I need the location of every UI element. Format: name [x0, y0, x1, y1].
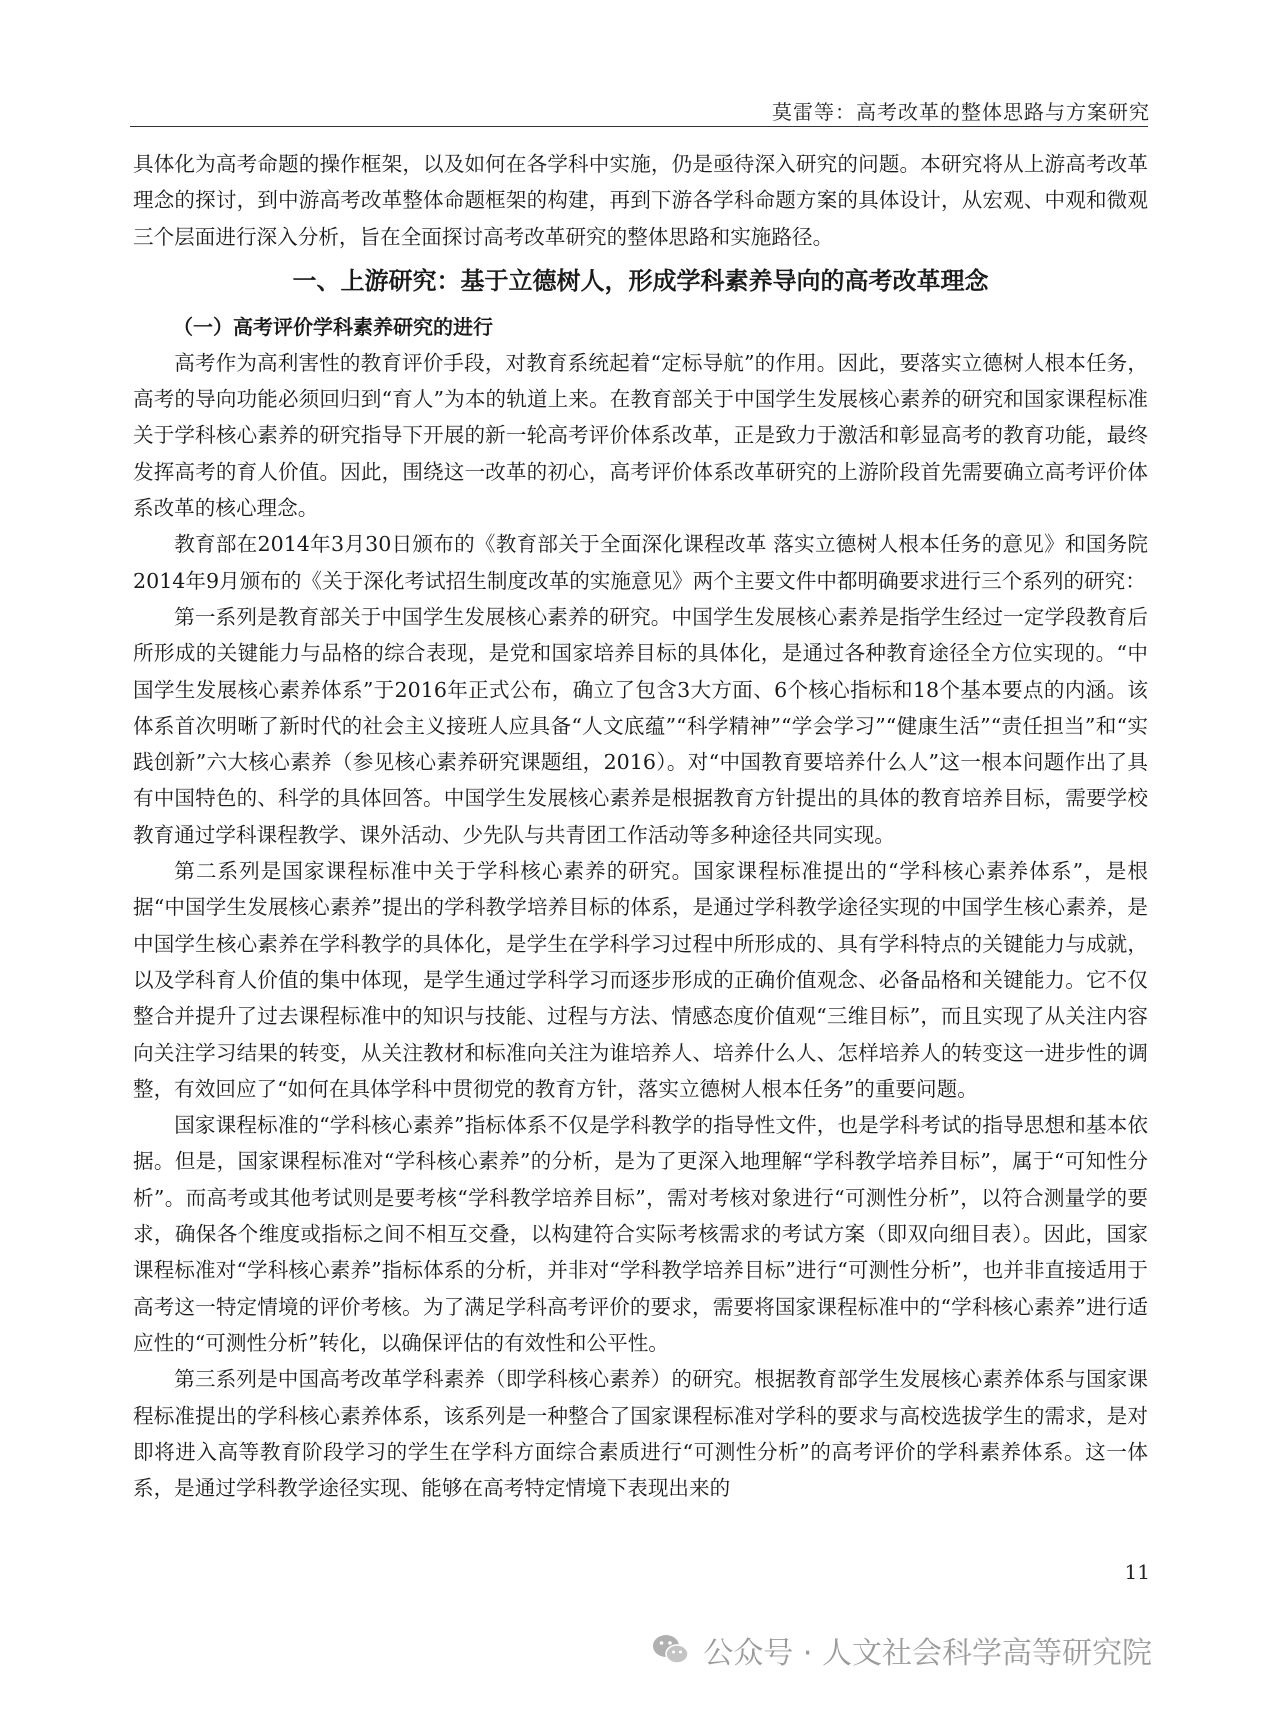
paragraph: 教育部在2014年3月30日颁布的《教育部关于全面深化课程改革 落实立德树人根本任务的意见》和国务院2014年9月颁布的《关于深化考试招生制度改革的实施意见》两个主要文件中都明确要求进行三个系列的研究： [133, 532, 1148, 593]
paragraph: 国家课程标准的“学科核心素养”指标体系不仅是学科教学的指导性文件，也是学科考试的指导思想和基本依据。但是，国家课程标准对“学科核心素养”的分析，是为了更深入地理解“学科教学培养目标”，属于“可知性分析”。而高考或其他考试则是要考核“学科教学培养目标”，需对考核对象进行“可测性分析”，以符合测量学的要求，确保各个维度或指标之间不相互交叠，以构建符合实际考核需求的考试方案（即双向细目表）。因此，国家课程标准对“学科核心素养”指标体系的分析，并非对“学科教学培养目标”进行“可测性分析”，也并非直接适用于高考这一特定情境的评价考核。为了满足学科高考评价的要求，需要将国家课程标准中的“学科核心素养”进行适应性的“可测性分析”转化，以确保评估的有效性和公平性。 [133, 1113, 1148, 1355]
watermark-text: 公众号 · 人文社会科学高等研究院 [703, 1636, 1152, 1671]
paragraph: 第三系列是中国高考改革学科素养（即学科核心素养）的研究。根据教育部学生发展核心素养体系与国家课程标准提出的学科核心素养体系，该系列是一种整合了国家课程标准对学科的要求与高校选拔学生的需求，是对即将进入高等教育阶段学习的学生在学科方面综合素质进行“可测性分析”的高考评价的学科素养体系。这一体系，是通过学科教学途径实现、能够在高考特定情境下表现出来的 [133, 1367, 1148, 1501]
wechat-icon [651, 1632, 691, 1668]
header-rule [130, 126, 1148, 127]
body-text [133, 146, 1148, 1506]
running-head: 莫雷等：高考改革的整体思路与方案研究 [772, 100, 1150, 124]
paragraph: 第二系列是国家课程标准中关于学科核心素养的研究。国家课程标准提出的“学科核心素养体系”，是根据“中国学生发展核心素养”提出的学科教学培养目标的体系，是通过学科教学途径实现的中国学生核心素养，是中国学生核心素养在学科教学的具体化，是学生在学科学习过程中所形成的、具有学科特点的关键能力与成就，以及学科育人价值的集中体现，是学生通过学科学习而逐步形成的正确价值观念、必备品格和关键能力。它不仅整合并提升了过去课程标准中的知识与技能、过程与方法、情感态度价值观“三维目标”，而且实现了从关注内容向关注学习结果的转变，从关注教材和标准向关注为谁培养人、培养什么人、怎样培养人的转变这一进步性的调整，有效回应了“如何在具体学科中贯彻党的教育方针，落实立德树人根本任务”的重要问题。 [133, 859, 1148, 1101]
paragraph: 第一系列是教育部关于中国学生发展核心素养的研究。中国学生发展核心素养是指学生经过一定学段教育后所形成的关键能力与品格的综合表现，是党和国家培养目标的具体化，是通过各种教育途径全方位实现的。“中国学生发展核心素养体系”于2016年正式公布，确立了包含3大方面、6个核心指标和18个基本要点的内涵。该体系首次明晰了新时代的社会主义接班人应具备“人文底蕴”“科学精神”“学会学习”“健康生活”“责任担当”和“实践创新”六大核心素养（参见核心素养研究课题组，2016）。对“中国教育要培养什么人”这一根本问题作出了具有中国特色的、科学的具体回答。中国学生发展核心素养是根据教育方针提出的具体的教育培养目标，需要学校教育通过学科课程教学、课外活动、少先队与共青团工作活动等多种途径共同实现。 [133, 604, 1148, 847]
section-title: 一、上游研究：基于立德树人，形成学科素养导向的高考改革理念 [292, 266, 989, 295]
watermark [651, 1628, 1152, 1672]
paragraph: 高考作为高利害性的教育评价手段，对教育系统起着“定标导航”的作用。因此，要落实立德树人根本任务，高考的导向功能必须回归到“育人”为本的轨道上来。在教育部关于中国学生发展核心素养的研究和国家课程标准关于学科核心素养的研究指导下开展的新一轮高考评价体系改革，正是致力于激活和彰显高考的教育功能，最终发挥高考的育人价值。因此，围绕这一改革的初心，高考评价体系改革研究的上游阶段首先需要确立高考评价体系改革的核心理念。 [133, 350, 1148, 521]
page-number: 11 [1124, 1560, 1150, 1584]
intro-paragraph: 具体化为高考命题的操作框架，以及如何在各学科中实施，仍是亟待深入研究的问题。本研究将从上游高考改革理念的探讨，到中游高考改革整体命题框架的构建，再到下游各学科命题方案的具体设计，从宏观、中观和微观三个层面进行深入分析，旨在全面探讨高考改革研究的整体思路和实施路径。 [133, 152, 1148, 249]
subsection-title: （一）高考评价学科素养研究的进行 [173, 314, 493, 339]
